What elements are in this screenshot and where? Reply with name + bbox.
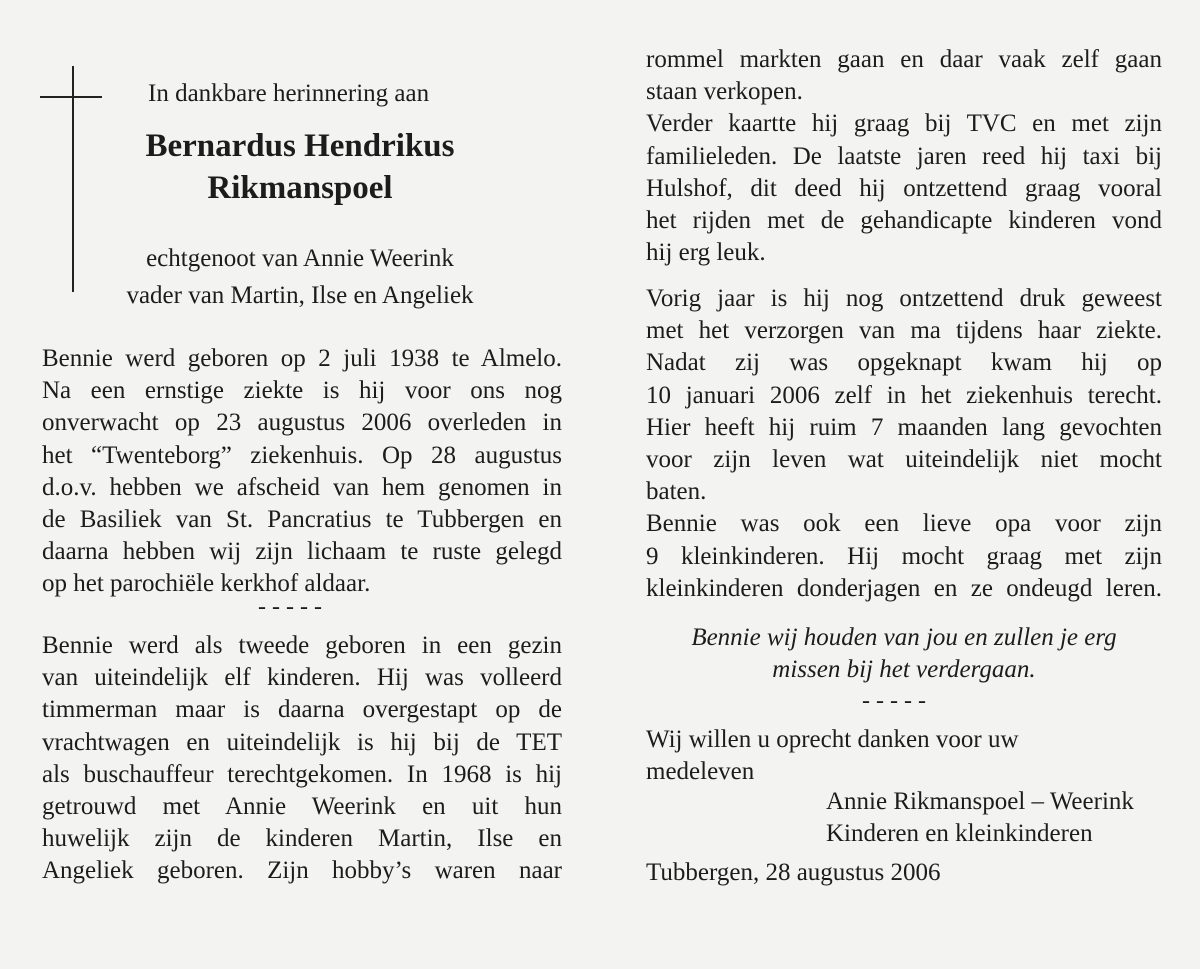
deceased-name-last: Rikmanspoel <box>207 170 393 206</box>
intro-text: In dankbare herinnering aan <box>148 80 430 107</box>
text-line: 9 kleinkinderen. Hij mocht graag met zijn <box>646 542 1162 570</box>
text-line: Bennie was ook een lieve opa voor zijn <box>646 510 1162 538</box>
text-line: met het verzorgen van ma tijdens haar ziekte. <box>646 317 1162 345</box>
text-line: Hier heeft hij ruim 7 maanden lang gevochten <box>646 413 1162 441</box>
text-line: voor zijn leven wat uiteindelijk niet mocht <box>646 446 1162 474</box>
text-line: kleinkinderen donderjagen en ze ondeugd leren. <box>646 574 1162 602</box>
text-line: Nadat zij was opgeknapt kwam hij op <box>646 349 1162 377</box>
relation-spouse: echtgenoot van Annie Weerink <box>146 245 454 272</box>
cross-icon <box>72 66 74 292</box>
thanks-line-2: medeleven <box>646 758 755 785</box>
cross-icon-bar <box>40 96 102 98</box>
text-line: de Basiliek van St. Pancratius te Tubbergen en <box>42 506 562 534</box>
text-line: hij erg leuk. <box>646 239 766 267</box>
signature-family: Kinderen en kleinkinderen <box>826 820 1093 847</box>
text-line: als buschauffeur terechtgekomen. In 1968 is hij <box>42 760 562 788</box>
text-line: het “Twenteborg” ziekenhuis. Op 28 augustus <box>42 441 562 469</box>
signature-spouse: Annie Rikmanspoel – Weerink <box>826 788 1134 815</box>
text-line: onverwacht op 23 augustus 2006 overleden in <box>42 409 562 437</box>
thanks-line-1: Wij willen u oprecht danken voor uw <box>646 726 1019 753</box>
text-line: daarna hebben wij zijn lichaam te ruste gelegd <box>42 538 562 566</box>
separator: ----- <box>258 594 328 620</box>
place-date: Tubbergen, 28 augustus 2006 <box>646 859 941 886</box>
text-line: op het parochiële kerkhof aldaar. <box>42 570 371 598</box>
relation-children: vader van Martin, Ilse en Angeliek <box>126 282 474 309</box>
thanks-text <box>646 724 1019 788</box>
text-line: baten. <box>646 478 707 506</box>
text-line: Na een ernstige ziekte is hij voor ons nog <box>42 377 562 405</box>
text-line: getrouwd met Annie Weerink en uit hun <box>42 793 562 821</box>
text-line: Bennie werd geboren op 2 juli 1938 te Almelo. <box>42 345 562 372</box>
text-line: Verder kaartte hij graag bij TVC en met zijn <box>646 110 1162 138</box>
text-line: het rijden met de gehandicapte kinderen vond <box>646 207 1162 235</box>
biography-paragraph-4 <box>646 283 1162 605</box>
biography-paragraph-1 <box>42 343 562 601</box>
text-line: staan verkopen. <box>646 78 803 106</box>
text-line: Hulshof, dit deed hij ontzettend graag vooral <box>646 174 1162 202</box>
deceased-name-first: Bernardus Hendrikus <box>145 128 455 164</box>
separator: ----- <box>862 688 932 714</box>
closing-line-2: missen bij het verdergaan. <box>772 656 1036 683</box>
text-line: van uiteindelijk elf kinderen. Hij was volleerd <box>42 664 562 692</box>
biography-paragraph-3 <box>646 44 1162 269</box>
text-line: vrachtwagen en uiteindelijk is hij bij de TET <box>42 728 562 756</box>
text-line: 10 januari 2006 zelf in het ziekenhuis terecht. <box>646 381 1162 409</box>
text-line: d.o.v. hebben we afscheid van hem genomen in <box>42 473 562 501</box>
text-line: rommel markten gaan en daar vaak zelf gaan <box>646 46 1162 73</box>
text-line: Angeliek geboren. Zijn hobby’s waren naar <box>42 857 562 885</box>
text-line: huwelijk zijn de kinderen Martin, Ilse en <box>42 825 562 853</box>
text-line: Vorig jaar is hij nog ontzettend druk geweest <box>646 285 1162 312</box>
text-line: Bennie werd als tweede geboren in een gezin <box>42 632 562 659</box>
closing-line-1: Bennie wij houden van jou en zullen je erg <box>691 624 1117 651</box>
text-line: familieleden. De laatste jaren reed hij taxi bij <box>646 142 1162 170</box>
biography-paragraph-2 <box>42 630 562 888</box>
text-line: timmerman maar is daarna overgestapt op de <box>42 696 562 724</box>
